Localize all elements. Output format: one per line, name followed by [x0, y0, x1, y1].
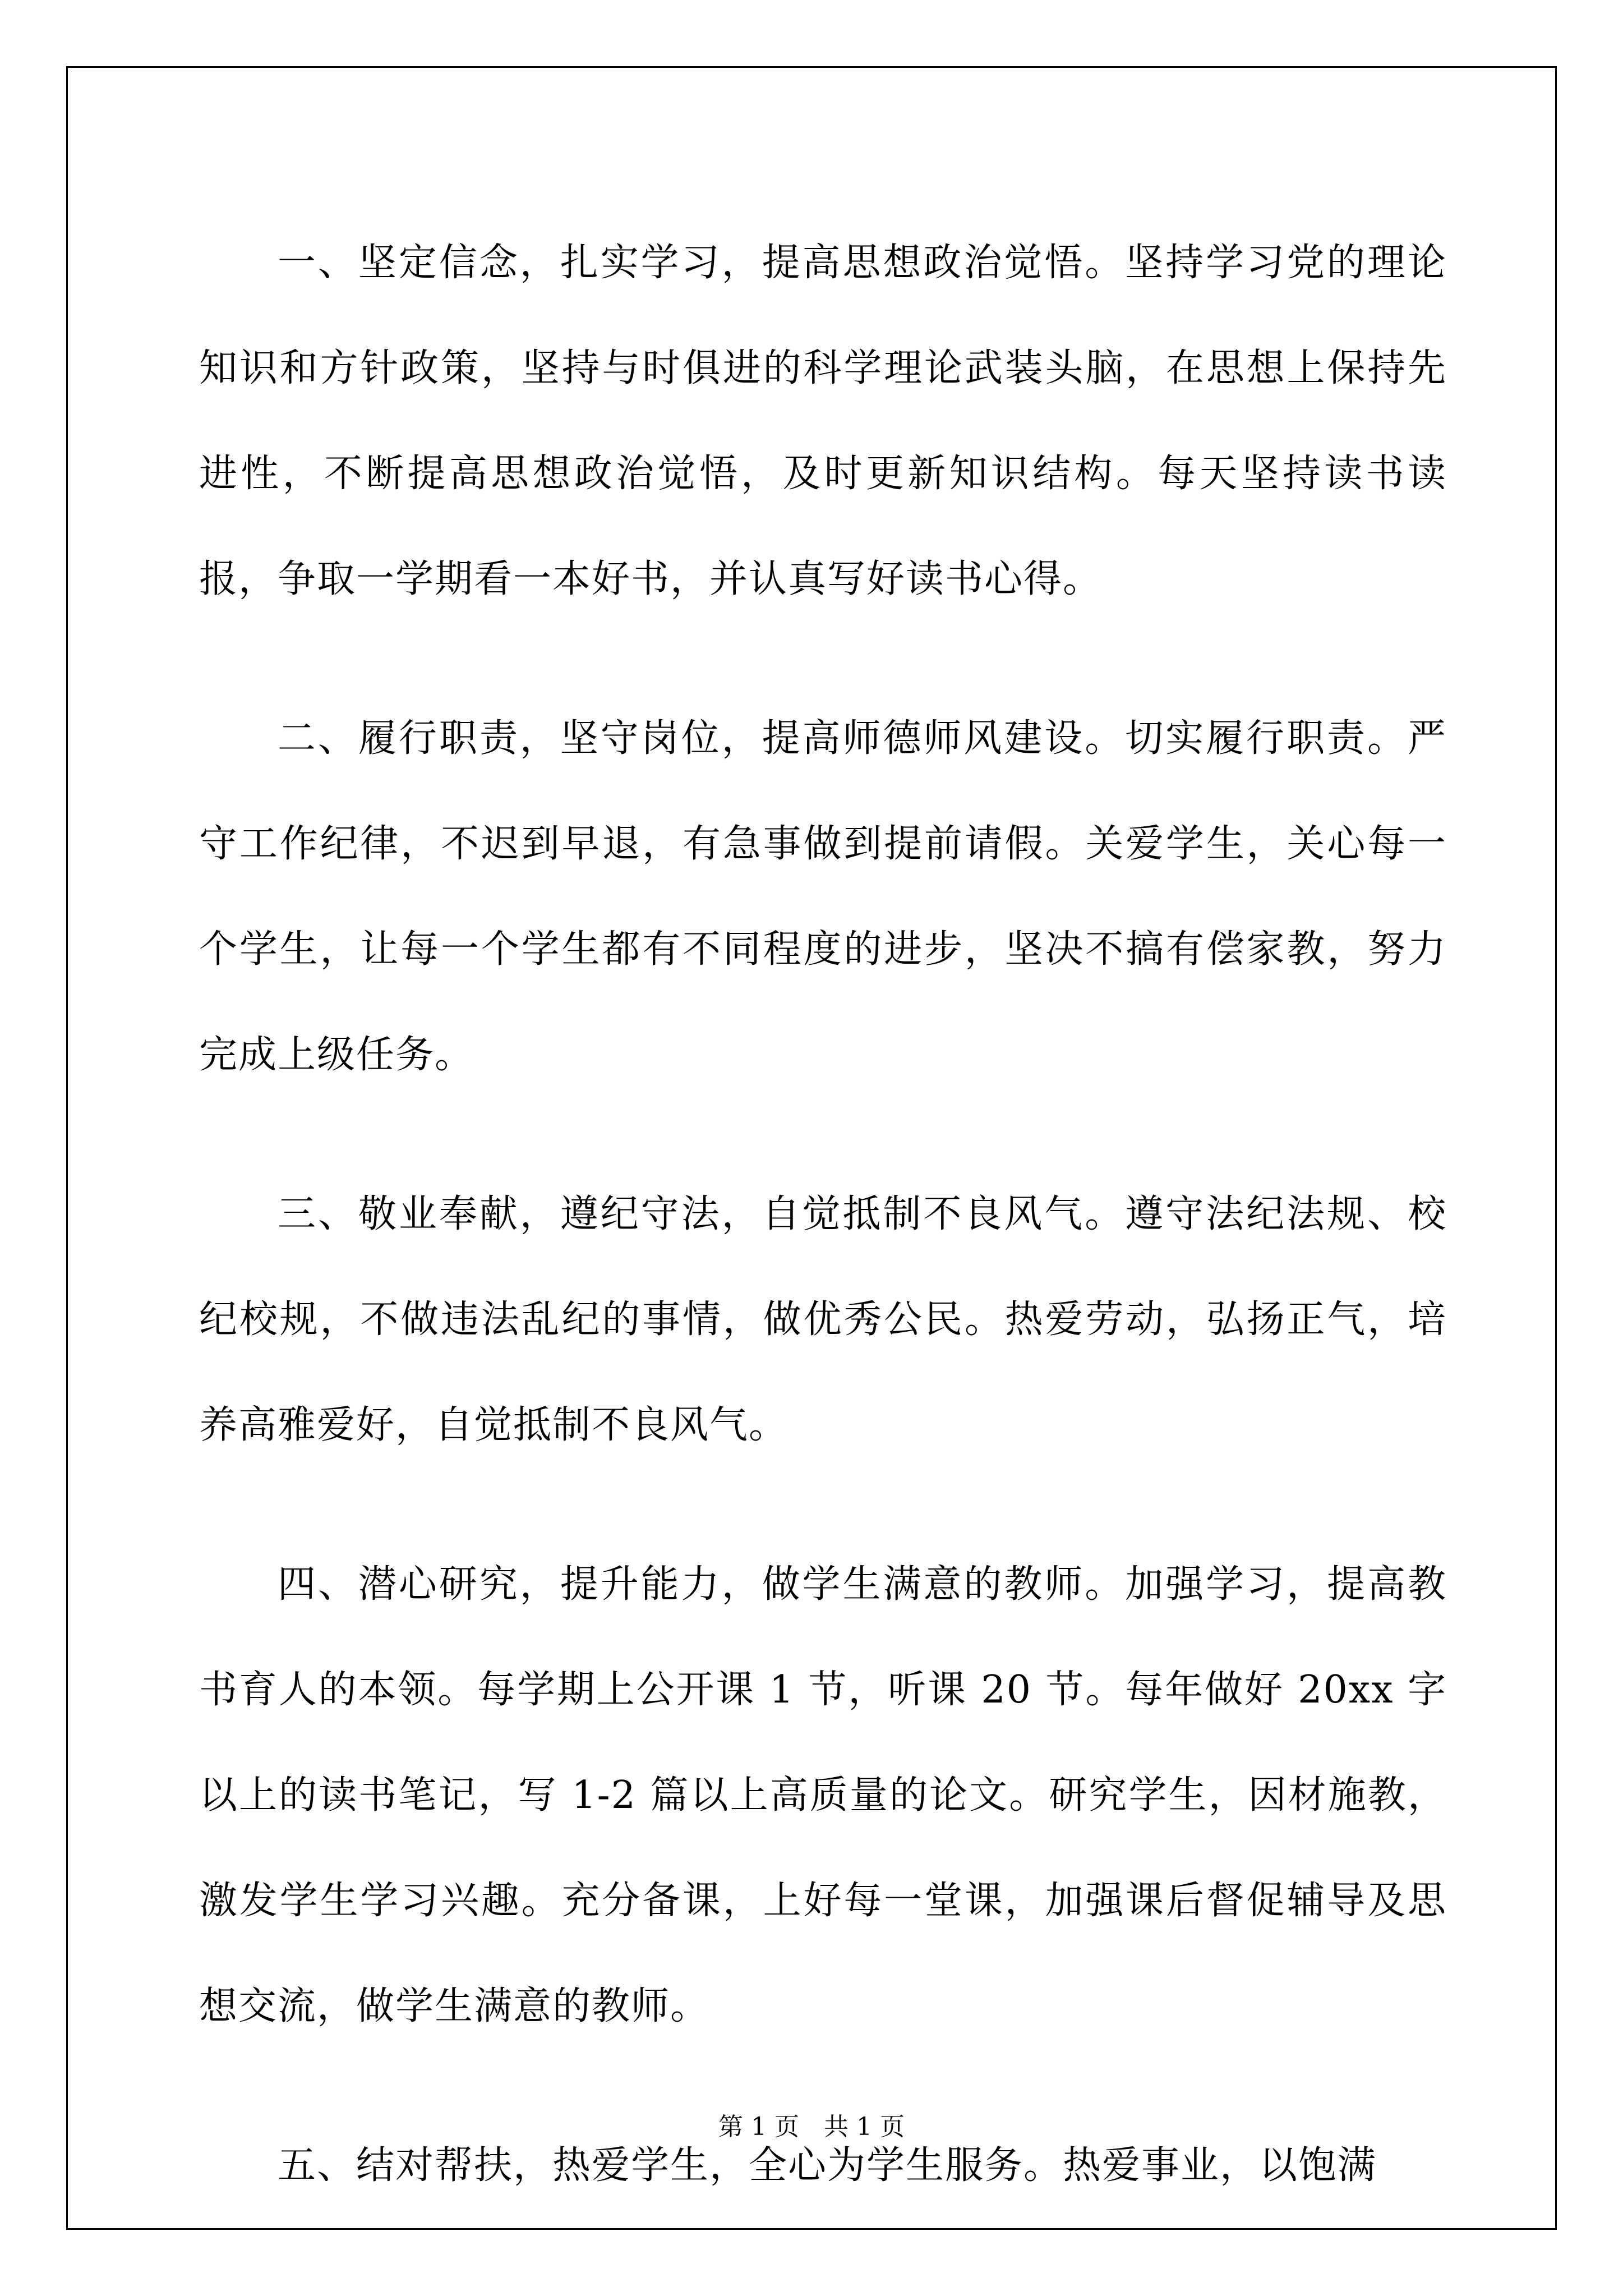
paragraph-3: 三、敬业奉献，遵纪守法，自觉抵制不良风气。遵守法纪法规、校纪校规，不做违法乱纪的事情，做优秀公民。热爱劳动，弘扬正气，培养高雅爱好，自觉抵制不良风气。 — [199, 1192, 1447, 1447]
paragraph-5: 五、结对帮扶，热爱学生，全心为学生服务。热爱事业，以饱满 — [278, 2143, 1377, 2188]
document-body — [199, 210, 1447, 2272]
paragraph-1: 一、坚定信念，扎实学习，提高思想政治觉悟。坚持学习党的理论知识和方针政策，坚持与时俱进的科学理论武装头脑，在思想上保持先进性，不断提高思想政治觉悟，及时更新知识结构。每天坚持读书读报，争取一学期看一本好书，并认真写好读书心得。 — [199, 241, 1447, 601]
page-number-footer: 第 1 页 共 1 页 — [718, 2113, 905, 2141]
paragraph-4: 四、潜心研究，提升能力，做学生满意的教师。加强学习，提高教书育人的本领。每学期上公开课 1 节，听课 20 节。每年做好 20xx 字以上的读书笔记，写 1-2 篇以上高质量的论文。研究学生，因材施教，激发学生学习兴趣。充分备课，上好每一堂课，加强课后督促辅导及思想交流，做学生满意的教师。 — [199, 1562, 1447, 2028]
paragraph-2: 二、履行职责，坚守岗位，提高师德师风建设。切实履行职责。严守工作纪律，不迟到早退，有急事做到提前请假。关爱学生，关心每一个学生，让每一个学生都有不同程度的进步，坚决不搞有偿家教，努力完成上级任务。 — [199, 716, 1447, 1077]
